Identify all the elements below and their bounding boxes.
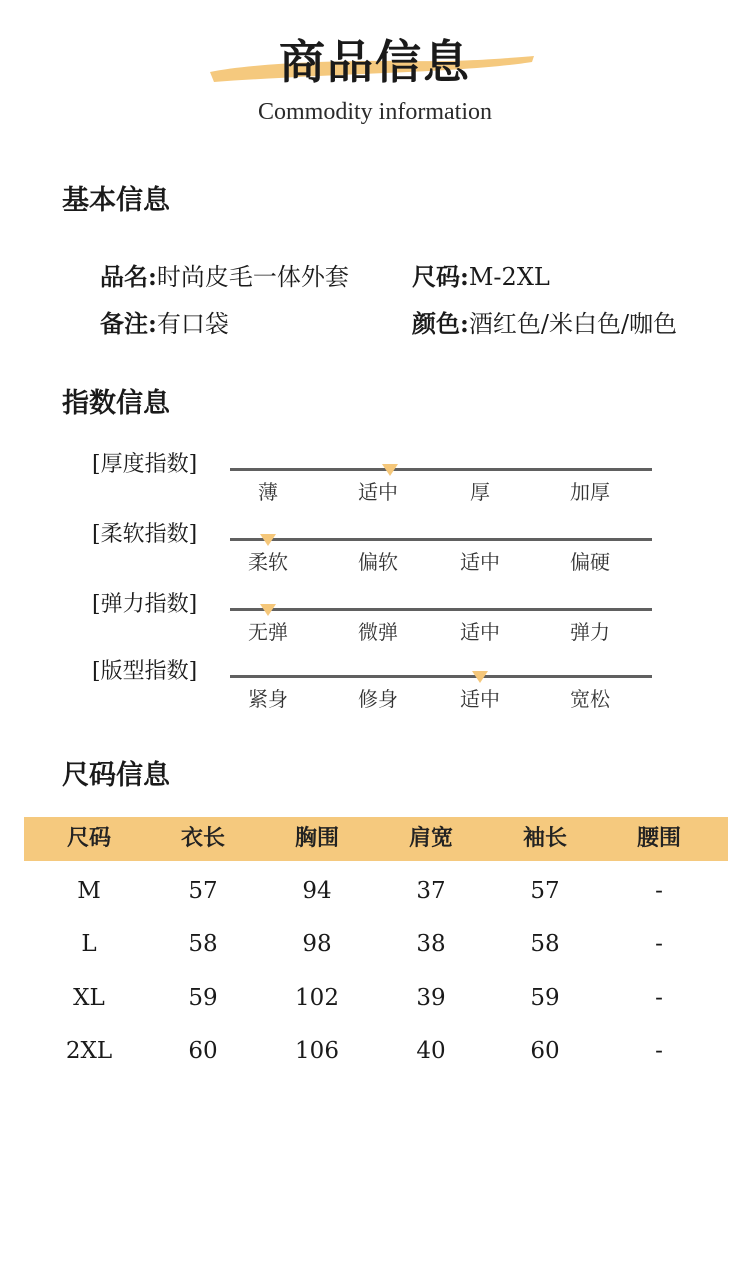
index-option: 柔软: [248, 550, 288, 574]
page-title: 商品信息: [279, 35, 471, 89]
size-table-cell: 57: [188, 878, 218, 904]
index-option: 偏硬: [570, 550, 610, 574]
size-table-cell: 59: [530, 985, 560, 1011]
basic-info-heading: 基本信息: [62, 185, 170, 216]
index-option: 加厚: [570, 480, 610, 504]
size-table-cell: -: [655, 985, 663, 1011]
index-info-heading: 指数信息: [62, 388, 170, 419]
index-label: [弹力指数]: [92, 592, 198, 617]
index-scale-line: [230, 538, 652, 541]
size-table-cell: -: [655, 931, 663, 957]
size-table-column-header: 衣长: [180, 826, 225, 851]
size-table-cell: 37: [416, 878, 446, 904]
index-option: 微弹: [358, 620, 398, 644]
size-table-cell: L: [81, 931, 97, 957]
index-label: [厚度指数]: [92, 452, 198, 477]
note-row: [100, 307, 229, 341]
index-selected-marker: [472, 671, 488, 683]
size-table-cell: 60: [530, 1038, 560, 1064]
index-option: 适中: [460, 620, 500, 644]
index-selected-marker: [260, 534, 276, 546]
index-option: 适中: [358, 480, 398, 504]
index-selected-marker: [260, 604, 276, 616]
index-label: [柔软指数]: [92, 522, 198, 547]
index-scale-line: [230, 608, 652, 611]
product-name-value: 时尚皮毛一体外套: [156, 263, 349, 291]
size-table-cell: 58: [188, 931, 218, 957]
index-scale-line: [230, 468, 652, 471]
size-table-cell: 39: [416, 985, 446, 1011]
index-option: 薄: [258, 480, 278, 504]
size-range-label: 尺码:: [412, 262, 469, 291]
size-table-cell: 2XL: [65, 1038, 113, 1064]
size-table-cell: 94: [302, 878, 332, 904]
index-selected-marker: [382, 464, 398, 476]
note-label: 备注:: [100, 309, 157, 338]
index-option: 厚: [470, 480, 490, 504]
size-table-cell: 106: [295, 1038, 339, 1064]
size-table-cell: 38: [416, 931, 446, 957]
size-table-column-header: 肩宽: [408, 826, 453, 851]
index-option: 偏软: [358, 550, 398, 574]
index-option: 紧身: [248, 687, 288, 711]
size-table-column-header: 尺码: [66, 826, 111, 851]
size-table-cell: 102: [295, 985, 339, 1011]
size-table-cell: 57: [530, 878, 560, 904]
color-label: 颜色:: [412, 309, 469, 338]
index-option: 适中: [460, 687, 500, 711]
size-table-cell: -: [655, 878, 663, 904]
size-table-cell: 60: [188, 1038, 218, 1064]
index-option: 修身: [358, 687, 398, 711]
size-table-column-header: 胸围: [294, 826, 339, 851]
size-table-column-header: 腰围: [636, 826, 681, 851]
index-option: 适中: [460, 550, 500, 574]
size-table-column-header: 袖长: [522, 826, 567, 851]
note-value: 有口袋: [156, 310, 229, 338]
size-table-cell: M: [77, 878, 101, 904]
size-range-value: M-2XL: [468, 263, 550, 291]
color-row: [412, 307, 677, 341]
size-table-cell: 98: [302, 931, 332, 957]
size-table-cell: -: [655, 1038, 663, 1064]
index-option: 弹力: [570, 620, 610, 644]
size-table-cell: XL: [73, 985, 105, 1011]
size-table-cell: 59: [188, 985, 218, 1011]
index-option: 宽松: [570, 687, 610, 711]
index-option: 无弹: [248, 620, 288, 644]
index-label: [版型指数]: [92, 659, 198, 684]
size-info-heading: 尺码信息: [62, 760, 170, 791]
index-scale-line: [230, 675, 652, 678]
size-table-cell: 58: [530, 931, 560, 957]
page-subtitle: Commodity information: [258, 99, 492, 125]
size-table-cell: 40: [416, 1038, 446, 1064]
product-name-label: 品名:: [100, 262, 157, 291]
color-value: 酒红色/米白色/咖色: [468, 310, 678, 338]
product-name-row: [100, 260, 349, 294]
size-range-row: [412, 260, 550, 294]
